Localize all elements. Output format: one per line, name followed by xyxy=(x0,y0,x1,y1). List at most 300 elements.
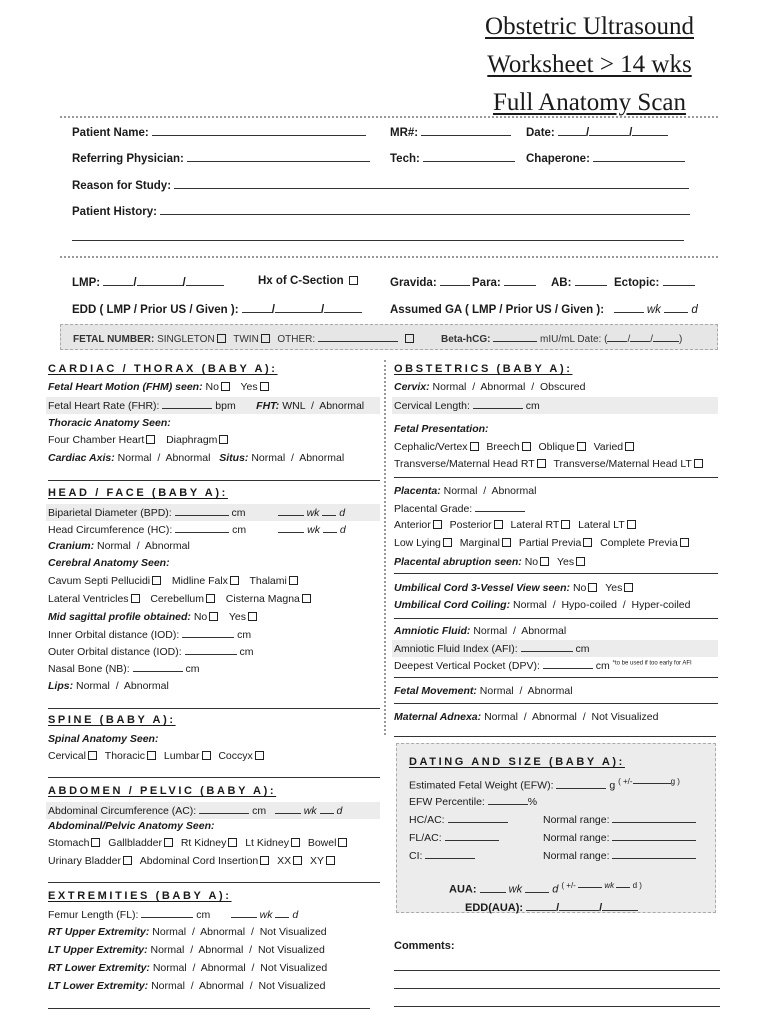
cardiac-header: CARDIAC / THORAX (BABY A): xyxy=(48,363,278,375)
g-unit: g xyxy=(609,779,616,792)
obstetrics-header: OBSTETRICS (BABY A): xyxy=(394,363,573,375)
ab-line[interactable] xyxy=(551,275,607,289)
cord-insertion-checkbox[interactable] xyxy=(260,856,269,865)
comments-label: Comments: xyxy=(394,940,455,952)
ga-d-field[interactable] xyxy=(664,302,688,313)
head-header: HEAD / FACE (BABY A): xyxy=(48,487,228,499)
edd-line[interactable] xyxy=(72,302,362,316)
lumbar-checkbox[interactable] xyxy=(202,751,211,760)
diaphragm-checkbox[interactable] xyxy=(219,435,228,444)
abnormal-option[interactable]: Abnormal xyxy=(123,680,169,692)
comments-line-2[interactable] xyxy=(394,988,720,989)
chaperone-field[interactable] xyxy=(593,151,685,162)
cerebellum-label: Cerebellum xyxy=(150,593,205,605)
fhr-row xyxy=(46,397,380,414)
xy-label: XY xyxy=(309,855,324,867)
not-visualized-option[interactable]: Not Visualized xyxy=(257,944,325,956)
date-line[interactable] xyxy=(526,125,668,139)
lmp-line[interactable] xyxy=(72,275,224,289)
movement-label: Fetal Movement: xyxy=(394,685,477,697)
anterior-label: Anterior xyxy=(394,519,431,531)
dvp-field[interactable] xyxy=(543,659,593,669)
wk-unit: wk xyxy=(306,507,320,519)
fhr-label: Fetal Heart Rate (FHR): xyxy=(48,400,160,412)
trans-lt-checkbox[interactable] xyxy=(694,459,703,468)
hc-wk[interactable] xyxy=(278,523,304,533)
gallbladder-checkbox[interactable] xyxy=(164,838,173,847)
slash: / xyxy=(523,711,527,723)
date-year[interactable] xyxy=(632,125,668,136)
hypo-coiled-option[interactable]: Hypo-coiled xyxy=(561,599,617,611)
not-visualized-option[interactable]: Not Visualized xyxy=(259,926,327,938)
slash: / xyxy=(291,452,294,464)
efw-field[interactable] xyxy=(556,779,606,789)
fhm-yes-checkbox[interactable] xyxy=(260,382,269,391)
abruption-row xyxy=(394,556,587,568)
normal-option[interactable]: Normal xyxy=(513,599,547,611)
normal-option[interactable]: Normal xyxy=(76,680,110,692)
lmp-day[interactable] xyxy=(137,275,183,286)
no-label: No xyxy=(205,381,219,393)
previa-row xyxy=(394,537,691,549)
bpd-field[interactable] xyxy=(175,506,229,516)
para-line[interactable] xyxy=(472,275,536,289)
posterior-label: Posterior xyxy=(449,519,492,531)
tech-line[interactable] xyxy=(390,151,515,165)
gravida-line[interactable] xyxy=(390,275,470,289)
bladder-checkbox[interactable] xyxy=(123,856,132,865)
date-month[interactable] xyxy=(558,125,586,136)
bladder-label: Urinary Bladder xyxy=(48,855,121,867)
afi-label: Amniotic Fluid Index (AFI): xyxy=(394,643,518,655)
assumed-ga-line[interactable] xyxy=(390,302,698,316)
slash: / xyxy=(556,902,560,914)
normal-option[interactable]: Normal xyxy=(150,944,185,956)
abnormal-option[interactable]: Abnormal xyxy=(491,485,537,497)
three-vessel-row xyxy=(394,582,635,594)
falx-checkbox[interactable] xyxy=(230,576,239,585)
slash: / xyxy=(157,452,161,464)
rt-kidney-checkbox[interactable] xyxy=(228,838,237,847)
patient-name-field[interactable] xyxy=(152,125,366,136)
separator xyxy=(48,708,380,709)
lt-lower-row xyxy=(48,980,325,992)
lips-row xyxy=(48,680,169,692)
abd-anatomy-row xyxy=(48,820,214,832)
wnl-option[interactable]: WNL xyxy=(282,400,306,412)
bhcg-date-y[interactable] xyxy=(653,332,679,342)
slash: / xyxy=(250,926,254,938)
slash: / xyxy=(191,926,195,938)
cm-unit: cm xyxy=(595,660,610,672)
thalami-label: Thalami xyxy=(249,575,287,587)
comments-line-3[interactable] xyxy=(394,1006,720,1007)
fhm-no-checkbox[interactable] xyxy=(221,382,230,391)
flac-row xyxy=(409,831,499,844)
ood-label: Outer Orbital distance (IOD): xyxy=(48,646,182,658)
hc-field[interactable] xyxy=(175,523,229,533)
coccyx-checkbox[interactable] xyxy=(255,751,264,760)
percentile-field[interactable] xyxy=(488,795,528,805)
hyper-coiled-option[interactable]: Hyper-coiled xyxy=(631,599,691,611)
iod-field[interactable] xyxy=(182,628,234,638)
coiling-row xyxy=(394,599,690,611)
cm-unit: cm xyxy=(575,643,590,655)
ac-field[interactable] xyxy=(199,804,249,814)
d-unit: d xyxy=(292,909,299,921)
flac-range xyxy=(543,831,696,844)
fetal-number-label: FETAL NUMBER: xyxy=(73,334,155,345)
midsag-label: Mid sagittal profile obtained: xyxy=(48,611,191,623)
spinal-row xyxy=(48,733,158,745)
cisterna-checkbox[interactable] xyxy=(302,594,311,603)
abnormal-option[interactable]: Abnormal xyxy=(531,711,577,723)
normal-option[interactable]: Normal xyxy=(251,452,286,464)
normal-option[interactable]: Normal xyxy=(484,711,518,723)
four-chamber-checkbox[interactable] xyxy=(146,435,155,444)
separator xyxy=(48,480,380,481)
normal-option[interactable]: Normal xyxy=(97,540,131,552)
cervical-length-field[interactable] xyxy=(473,399,523,409)
lat-rt-checkbox[interactable] xyxy=(561,520,570,529)
cervical-length-label: Cervical Length: xyxy=(394,400,470,412)
obscured-option[interactable]: Obscured xyxy=(539,381,586,393)
ab-field[interactable] xyxy=(575,275,607,286)
slash: / xyxy=(182,277,186,289)
oblique-checkbox[interactable] xyxy=(577,442,586,451)
hc-d[interactable] xyxy=(323,523,337,533)
spine-header: SPINE (BABY A): xyxy=(48,714,176,726)
history-label: Patient History: xyxy=(72,206,157,218)
gallbladder-label: Gallbladder xyxy=(108,837,162,849)
xy-checkbox[interactable] xyxy=(326,856,335,865)
normal-option[interactable]: Normal xyxy=(443,485,478,497)
cm-unit: cm xyxy=(239,646,254,658)
ectopic-field[interactable] xyxy=(663,275,695,286)
abnormal-option[interactable]: Abnormal xyxy=(198,980,244,992)
separator xyxy=(48,777,380,778)
dating-header: DATING AND SIZE (BABY A): xyxy=(409,756,625,768)
date-label: Date: xyxy=(526,127,555,139)
abnormal-option[interactable]: Abnormal xyxy=(165,452,211,464)
normal-option[interactable]: Normal xyxy=(151,980,185,992)
coccyx-label: Coccyx xyxy=(218,750,253,762)
abnormal-option[interactable]: Abnormal xyxy=(200,962,246,974)
abnormal-option[interactable]: Abnormal xyxy=(198,944,244,956)
wk-unit: wk xyxy=(307,524,320,536)
singleton-checkbox[interactable] xyxy=(217,334,226,343)
complete-checkbox[interactable] xyxy=(680,538,689,547)
spinal-label: Spinal Anatomy Seen: xyxy=(48,733,159,745)
trans-rt-checkbox[interactable] xyxy=(537,459,546,468)
history-field-2[interactable] xyxy=(72,230,684,241)
lumbar-label: Lumbar xyxy=(163,750,200,762)
ectopic-line[interactable] xyxy=(614,275,695,289)
cephalic-checkbox[interactable] xyxy=(470,442,479,451)
ood-field[interactable] xyxy=(185,645,237,655)
gravida-field[interactable] xyxy=(440,275,470,286)
wk-unit: wk xyxy=(604,881,615,890)
varied-checkbox[interactable] xyxy=(625,442,634,451)
not-visualized-option[interactable]: Not Visualized xyxy=(591,711,659,723)
fl-label: Femur Length (FL): xyxy=(48,909,139,921)
midsag-no-checkbox[interactable] xyxy=(209,612,218,621)
bpd-d[interactable] xyxy=(322,506,336,516)
edd-aua-label: EDD(AUA): xyxy=(465,902,524,914)
lmp-month[interactable] xyxy=(103,275,133,286)
no-label: No xyxy=(524,556,539,568)
referring-field[interactable] xyxy=(187,151,370,162)
cm-unit: cm xyxy=(231,507,246,519)
abnormal-option[interactable]: Abnormal xyxy=(144,540,190,552)
cavum-checkbox[interactable] xyxy=(152,576,161,585)
fl-wk[interactable] xyxy=(231,908,257,918)
patient-name-line[interactable] xyxy=(72,125,366,139)
lat-lt-checkbox[interactable] xyxy=(627,520,636,529)
normal-option[interactable]: Normal xyxy=(473,625,508,637)
normal-option[interactable]: Normal xyxy=(432,381,467,393)
varied-label: Varied xyxy=(593,441,624,453)
edd-year[interactable] xyxy=(324,302,362,313)
marginal-checkbox[interactable] xyxy=(502,538,511,547)
abruption-yes-checkbox[interactable] xyxy=(576,557,585,566)
separator xyxy=(48,882,380,883)
four-chamber-label: Four Chamber Heart xyxy=(48,434,145,446)
normal-option[interactable]: Normal xyxy=(117,452,152,464)
dvp-note: *to be used if too early for AFI xyxy=(612,660,692,667)
edd-day[interactable] xyxy=(275,302,321,313)
column-divider xyxy=(384,360,386,735)
xx-label: XX xyxy=(277,855,292,867)
slash: / xyxy=(133,277,137,289)
cm-unit: cm xyxy=(525,400,540,412)
mr-line[interactable] xyxy=(390,125,511,139)
aua-label: AUA: xyxy=(449,883,477,896)
tech-field[interactable] xyxy=(423,151,515,162)
aua-d-field[interactable] xyxy=(525,883,549,893)
other-field[interactable] xyxy=(318,332,398,342)
ci-field[interactable] xyxy=(425,849,475,859)
three-vessel-no-checkbox[interactable] xyxy=(588,583,597,592)
para-field[interactable] xyxy=(504,275,536,286)
grade-label: Placental Grade: xyxy=(394,503,473,515)
date-slash: / xyxy=(629,127,633,139)
chaperone-line[interactable] xyxy=(526,151,685,165)
normal-option[interactable]: Normal xyxy=(152,962,187,974)
ci-range-field[interactable] xyxy=(612,849,696,859)
wk-unit: wk xyxy=(303,805,317,817)
twin-label: TWIN xyxy=(233,334,259,345)
bhcg-field[interactable] xyxy=(493,332,537,342)
hx-csection[interactable] xyxy=(258,275,360,287)
abnormal-option[interactable]: Abnormal xyxy=(480,381,526,393)
bpd-label: Biparietal Diameter (BPD): xyxy=(48,507,172,519)
lt-kidney-checkbox[interactable] xyxy=(291,838,300,847)
comments-line-1[interactable] xyxy=(394,970,720,971)
dvp-label: Deepest Vertical Pocket (DPV): xyxy=(394,660,540,672)
hc-row xyxy=(48,523,346,536)
cerebral-label: Cerebral Anatomy Seen: xyxy=(48,557,170,569)
midsag-yes-checkbox[interactable] xyxy=(248,612,257,621)
bhcg-date-m[interactable] xyxy=(607,332,627,342)
efw-pm-field[interactable] xyxy=(633,777,671,784)
three-vessel-yes-checkbox[interactable] xyxy=(624,583,633,592)
referring-line[interactable] xyxy=(72,151,370,165)
slash: / xyxy=(311,400,314,412)
normal-option[interactable]: Normal xyxy=(479,685,514,697)
reason-line[interactable] xyxy=(72,178,689,192)
hcac-range-field[interactable] xyxy=(612,813,696,823)
normal-range-label: Normal range: xyxy=(543,850,610,862)
nasal-row xyxy=(48,662,200,675)
four-chamber-row xyxy=(48,434,230,446)
history-field[interactable] xyxy=(160,204,690,215)
anterior-checkbox[interactable] xyxy=(433,520,442,529)
no-label: No xyxy=(572,582,587,594)
abruption-label: Placental abruption seen: xyxy=(394,556,522,568)
lt-kidney-label: Lt Kidney xyxy=(245,837,289,849)
dating-size-box xyxy=(396,743,716,913)
separator xyxy=(394,618,718,619)
yes-label: Yes xyxy=(556,556,575,568)
thalami-checkbox[interactable] xyxy=(289,576,298,585)
presentation-options xyxy=(394,441,636,453)
low-lying-label: Low Lying xyxy=(394,537,441,549)
partial-label: Partial Previa xyxy=(518,537,582,549)
aua-wk-field[interactable] xyxy=(480,883,506,893)
abnormal-option[interactable]: Abnormal xyxy=(527,685,573,697)
edd-month[interactable] xyxy=(242,302,272,313)
aua-pm-d[interactable] xyxy=(616,881,630,888)
stomach-checkbox[interactable] xyxy=(91,838,100,847)
abruption-no-checkbox[interactable] xyxy=(540,557,549,566)
lmp-year[interactable] xyxy=(186,275,224,286)
extremities-header: EXTREMITIES (BABY A): xyxy=(48,890,232,902)
slash: / xyxy=(599,902,603,914)
low-lying-checkbox[interactable] xyxy=(443,538,452,547)
nasal-field[interactable] xyxy=(133,662,183,672)
history-line-2[interactable] xyxy=(72,230,684,244)
normal-range-label: Normal range: xyxy=(543,832,610,844)
cervical-length-row xyxy=(392,397,718,414)
slash: / xyxy=(320,304,325,316)
fl-field[interactable] xyxy=(141,908,193,918)
edd-aua-d[interactable] xyxy=(559,901,599,911)
slash: / xyxy=(513,625,516,637)
percentile-label: EFW Percentile: xyxy=(409,796,485,808)
reason-field[interactable] xyxy=(174,178,689,189)
assumed-ga-label: Assumed GA ( LMP / Prior US / Given ): xyxy=(390,304,605,316)
abnormal-option[interactable]: Abnormal xyxy=(521,625,567,637)
cervical-checkbox[interactable] xyxy=(88,751,97,760)
slash: / xyxy=(582,711,586,723)
ci-range xyxy=(543,849,696,862)
mr-field[interactable] xyxy=(421,125,511,136)
bpd-row xyxy=(46,504,380,521)
xx-checkbox[interactable] xyxy=(293,856,302,865)
ventricles-label: Lateral Ventricles xyxy=(48,593,129,605)
pm-open: ( +/- xyxy=(561,881,576,890)
flac-field[interactable] xyxy=(445,831,499,841)
afi-field[interactable] xyxy=(521,642,573,652)
partial-checkbox[interactable] xyxy=(583,538,592,547)
flac-range-field[interactable] xyxy=(612,831,696,841)
cervix-row xyxy=(394,381,586,393)
abnormal-option[interactable]: Abnormal xyxy=(299,452,345,464)
abd-organs-row-2 xyxy=(48,855,337,867)
fl-d[interactable] xyxy=(275,908,289,918)
ac-wk[interactable] xyxy=(275,804,301,814)
rt-kidney-label: Rt Kidney xyxy=(180,837,227,849)
abnormal-option[interactable]: Abnormal xyxy=(200,926,246,938)
slash: / xyxy=(531,381,535,393)
no-label: No xyxy=(193,611,208,623)
edd-aua-y[interactable] xyxy=(602,901,638,911)
placenta-location-row xyxy=(394,519,638,531)
divider-dotted xyxy=(60,256,718,258)
marginal-label: Marginal xyxy=(459,537,501,549)
lt-upper-label: LT Upper Extremity: xyxy=(48,944,148,956)
slash: / xyxy=(115,680,119,692)
edd-label: EDD ( LMP / Prior US / Given ): xyxy=(72,304,239,316)
abnormal-option[interactable]: Abnormal xyxy=(319,400,365,412)
bpm-unit: bpm xyxy=(215,400,236,412)
not-visualized-option[interactable]: Not Visualized xyxy=(260,962,328,974)
twin-checkbox[interactable] xyxy=(261,334,270,343)
ac-label: Abdominal Circumference (AC): xyxy=(48,805,197,817)
lt-lower-label: LT Lower Extremity: xyxy=(48,980,149,992)
cm-unit: cm xyxy=(232,524,247,536)
grade-field[interactable] xyxy=(475,502,525,512)
slash: / xyxy=(249,980,253,992)
mr-label: MR#: xyxy=(390,127,419,139)
fhr-field[interactable] xyxy=(162,399,212,409)
breech-checkbox[interactable] xyxy=(522,442,531,451)
thoracic-checkbox[interactable] xyxy=(147,751,156,760)
hx-csection-checkbox[interactable] xyxy=(349,276,358,285)
thoracic-label: Thoracic Anatomy Seen: xyxy=(48,417,171,429)
ventricles-checkbox[interactable] xyxy=(131,594,140,603)
history-line[interactable] xyxy=(72,204,690,218)
edd-aua-m[interactable] xyxy=(526,901,556,911)
ac-d[interactable] xyxy=(320,804,334,814)
other-checkbox[interactable] xyxy=(405,334,414,343)
bhcg-date-d[interactable] xyxy=(630,332,650,342)
hcac-field[interactable] xyxy=(448,813,508,823)
abdomen-header: ABDOMEN / PELVIC (BABY A): xyxy=(48,785,277,797)
cerebellum-checkbox[interactable] xyxy=(206,594,215,603)
aua-pm-wk[interactable] xyxy=(578,881,602,888)
adnexa-label: Maternal Adnexa: xyxy=(394,711,482,723)
not-visualized-option[interactable]: Not Visualized xyxy=(258,980,326,992)
bpd-wk[interactable] xyxy=(278,506,304,516)
page-title xyxy=(485,8,694,122)
fhm-row xyxy=(48,381,271,393)
ab-label: AB: xyxy=(551,277,572,289)
oblique-label: Oblique xyxy=(538,441,575,453)
referring-label: Referring Physician: xyxy=(72,153,184,165)
posterior-checkbox[interactable] xyxy=(494,520,503,529)
date-day[interactable] xyxy=(589,125,629,136)
falx-label: Midline Falx xyxy=(171,575,228,587)
slash: / xyxy=(190,944,194,956)
normal-option[interactable]: Normal xyxy=(152,926,187,938)
bowel-checkbox[interactable] xyxy=(338,838,347,847)
d-unit: d xyxy=(339,524,346,536)
slash: / xyxy=(136,540,140,552)
ci-label: CI: xyxy=(409,850,423,862)
ga-wk-field[interactable] xyxy=(614,302,644,313)
